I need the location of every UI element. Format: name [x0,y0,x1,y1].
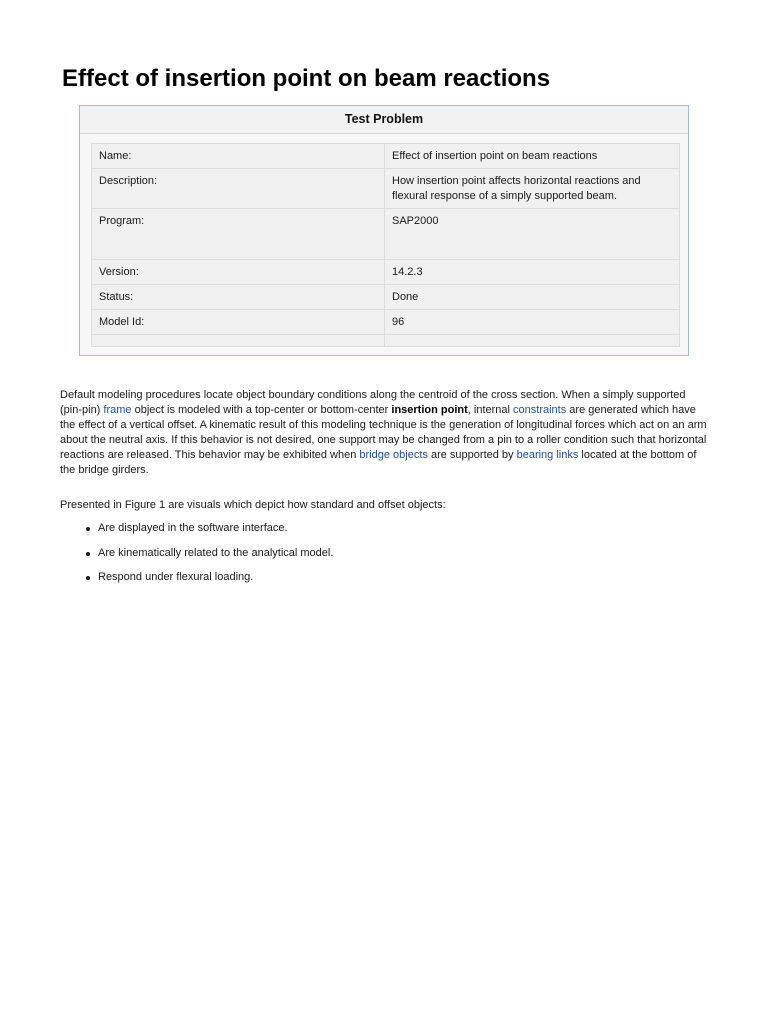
frame-link[interactable]: frame [103,404,132,416]
row-label-version: Version: [92,260,385,285]
bullet-icon [86,552,90,556]
row-label-model-id: Model Id: [92,310,385,335]
row-value-status: Done [385,285,680,310]
bullet-icon [86,576,90,580]
list-item [86,570,686,585]
row-value-model-id: 96 [385,310,680,335]
bridge-objects-link[interactable]: bridge objects [359,449,428,461]
row-value-program: SAP2000 [385,209,680,260]
list-item-text: Are displayed in the software interface. [98,522,288,534]
bearing-links-link[interactable]: bearing links [516,449,579,461]
row-value-version: 14.2.3 [385,260,680,285]
bullet-list [86,521,686,595]
table-row-empty [92,335,680,347]
list-item [86,546,686,561]
row-label-name: Name: [92,144,385,169]
insertion-point-term: insertion point [391,404,468,416]
table-row [92,285,680,310]
table-row [92,144,680,169]
bullet-icon [86,527,90,531]
row-value-description: How insertion point affects horizontal reactions and flexural response of a simply supported beam. [385,169,680,209]
page-title: Effect of insertion point on beam reactions [62,65,551,92]
intro-text: Default modeling procedures locate object boundary conditions along the centroid of the cross section. When a simply supported (pin-pin) [60,389,686,416]
intro-text: are generated which have the effect of a vertical offset. A kinematic result of this modeling technique is the generation of longitudinal forces which act on an arm about the neutral axis. If this behavior is not desired, one support may be changed from a pin to a roller condition such that horizontal reactions are released. This behavior may be exhibited when [60,404,707,461]
constraints-link[interactable]: constraints [513,404,567,416]
intro-text: , internal [467,404,514,416]
table-row [92,260,680,285]
row-label-description: Description: [92,169,385,209]
empty-cell [385,335,680,347]
figure-intro-text: Presented in Figure 1 are visuals which depict how standard and offset objects: [60,499,446,511]
row-label-program: Program: [92,209,385,260]
test-problem-box [79,105,689,356]
intro-text: are supported by [427,449,517,461]
test-problem-heading: Test Problem [80,106,688,134]
list-item-text: Respond under flexural loading. [98,571,254,583]
list-item [86,521,686,536]
row-label-status: Status: [92,285,385,310]
intro-text: located at the bottom of the bridge girders. [60,449,697,476]
table-row [92,169,680,209]
test-problem-table [91,143,680,347]
intro-text: object is modeled with a top-center or bottom-center [131,404,392,416]
intro-paragraph [60,388,710,478]
table-row [92,310,680,335]
table-row [92,209,680,260]
row-value-name: Effect of insertion point on beam reactions [385,144,680,169]
empty-cell [92,335,385,347]
list-item-text: Are kinematically related to the analytical model. [98,546,334,559]
